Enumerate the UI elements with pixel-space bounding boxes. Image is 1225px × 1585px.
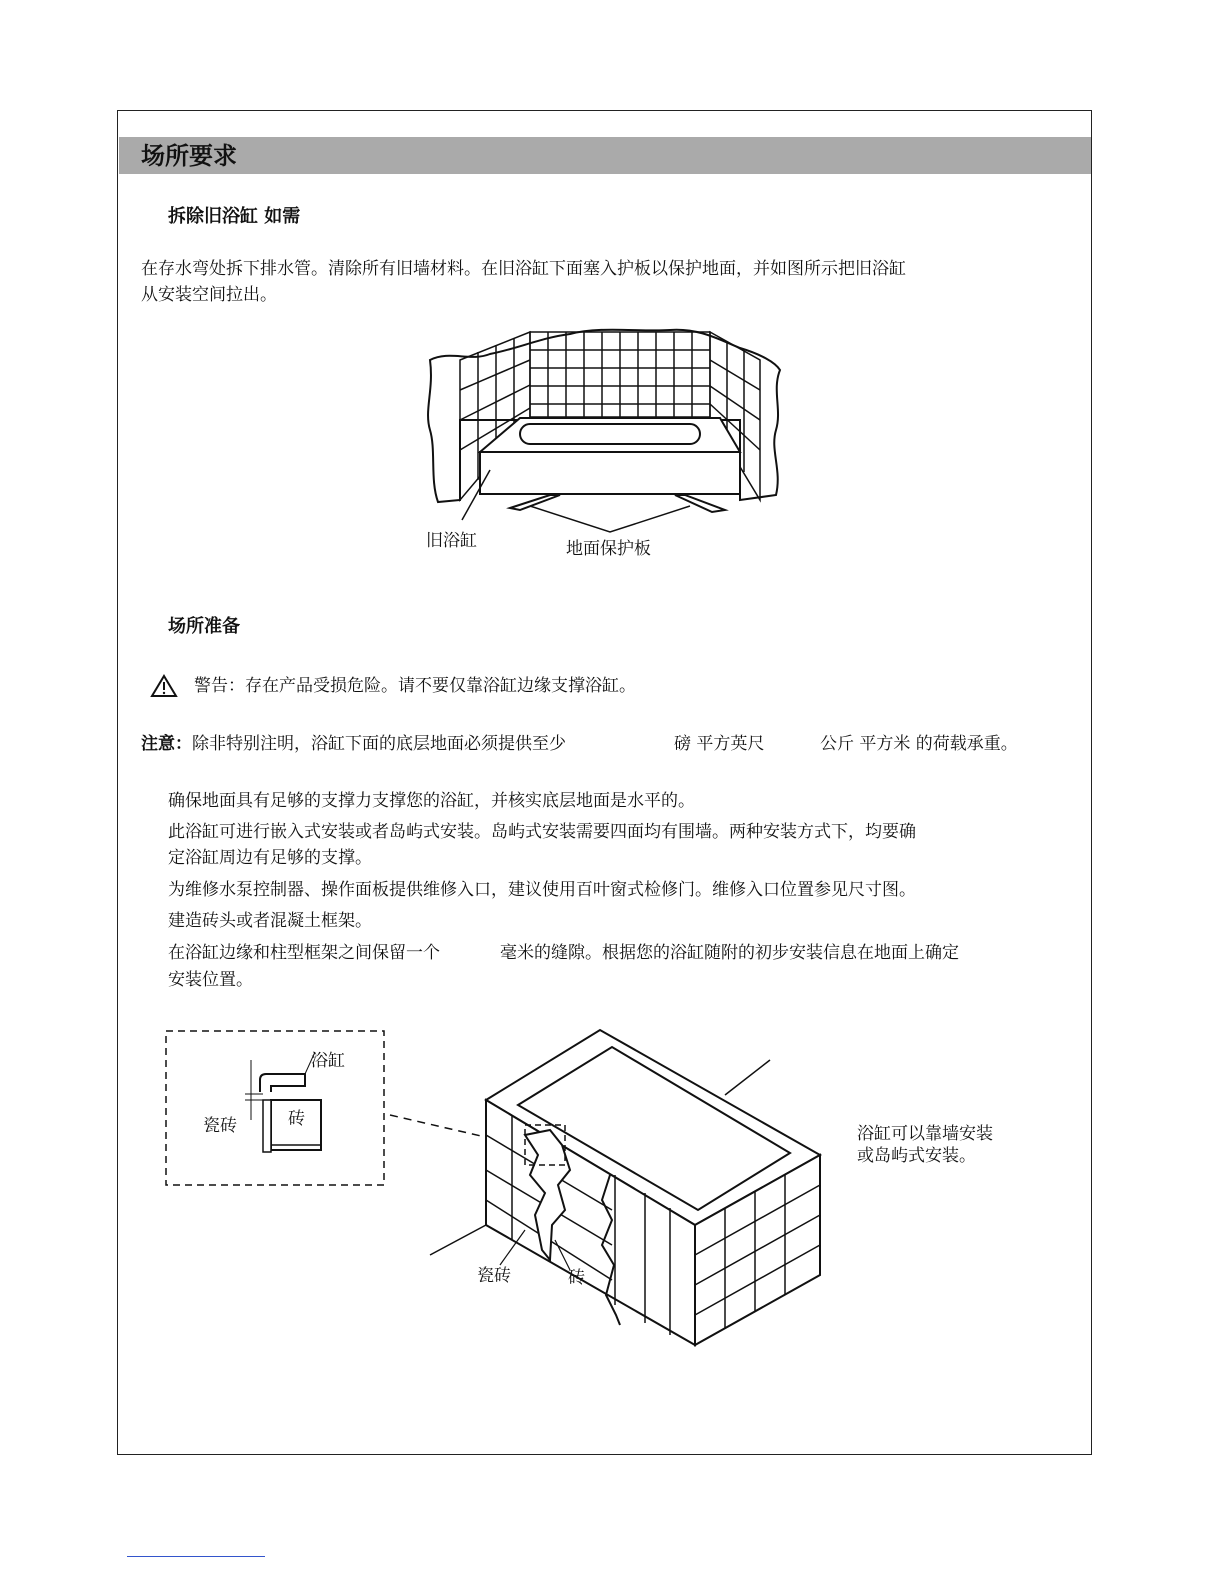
diagram-note-line2: 或岛屿式安装。 — [857, 1146, 976, 1166]
label-tile: 瓷砖 — [477, 1266, 511, 1286]
footer-link-underline — [127, 1556, 265, 1557]
prep-item-2-cont: 定浴缸周边有足够的支撑。 — [168, 848, 372, 868]
prep-item-3: 为维修水泵控制器、操作面板提供维修入口，建议使用百叶窗式检修门。维修入口位置参见尺寸图。 — [168, 880, 916, 900]
label-old-tub: 旧浴缸 — [426, 531, 477, 551]
label-floor-board: 地面保护板 — [566, 539, 651, 559]
prep-item-4: 建造砖头或者混凝土框架。 — [168, 911, 372, 931]
label-brick: 砖 — [568, 1268, 585, 1288]
inset-label-brick: 砖 — [288, 1109, 305, 1129]
prep-item-1: 确保地面具有足够的支撑力支撑您的浴缸，并核实底层地面是水平的。 — [168, 791, 695, 811]
note-label: 注意： — [141, 734, 192, 754]
prep-heading: 场所准备 — [168, 616, 240, 637]
prep-item-5-end: 安装位置。 — [168, 970, 253, 990]
old-tub-diagram — [420, 320, 790, 540]
warning-icon — [150, 674, 178, 698]
tiled-tub-diagram — [380, 1025, 830, 1355]
removal-text-line1: 在存水弯处拆下排水管。清除所有旧墙材料。在旧浴缸下面塞入护板以保护地面，并如图所示把旧浴缸 — [141, 259, 906, 279]
diagram-note-line1: 浴缸可以靠墙安装 — [857, 1124, 993, 1144]
section-title: 场所要求 — [141, 142, 237, 170]
prep-item-5: 在浴缸边缘和柱型框架之间保留一个 — [168, 943, 440, 963]
note-unit-2: 公斤 平方米 的荷载承重。 — [820, 734, 1018, 754]
note-unit-1: 磅 平方英尺 — [674, 734, 765, 754]
inset-label-tile: 瓷砖 — [203, 1116, 237, 1136]
warning-text: 警告：存在产品受损危险。请不要仅靠浴缸边缘支撑浴缸。 — [194, 676, 636, 696]
section-header-bar — [119, 137, 1091, 174]
inset-label-tub: 浴缸 — [311, 1051, 345, 1071]
note-text: 除非特别注明，浴缸下面的底层地面必须提供至少 — [192, 734, 566, 754]
inset-detail-diagram — [165, 1030, 395, 1190]
prep-item-2: 此浴缸可进行嵌入式安装或者岛屿式安装。岛屿式安装需要四面均有围墙。两种安装方式下，均要确 — [168, 822, 916, 842]
removal-text-line2: 从安装空间拉出。 — [141, 285, 277, 305]
prep-item-5-cont: 毫米的缝隙。根据您的浴缸随附的初步安装信息在地面上确定 — [500, 943, 959, 963]
removal-heading: 拆除旧浴缸 如需 — [168, 206, 301, 227]
